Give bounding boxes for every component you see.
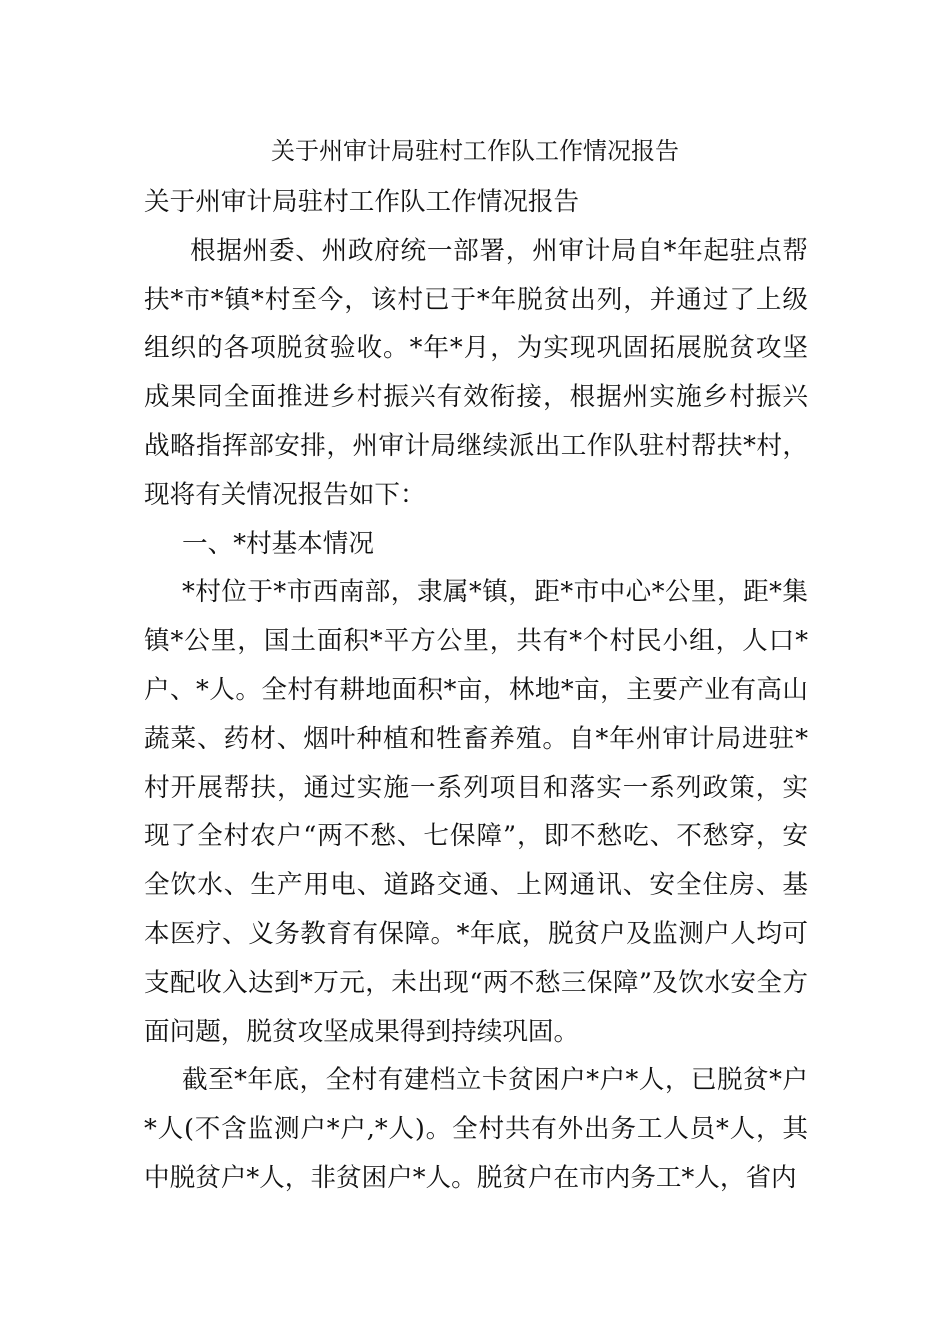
document-body: [144, 178, 808, 1203]
statistics-paragraph: 截至*年底，全村有建档立卡贫困户*户*人，已脱贫*户*人(不含监测户*户,*人)。全村共有外出务工人员*人，其中脱贫户*人，非贫困户*人。脱贫户在市内务工*人，省内: [144, 1065, 808, 1193]
intro-paragraph: 根据州委、州政府统一部署，州审计局自*年起驻点帮扶*市*镇*村至今，该村已于*年脱贫出列，并通过了上级组织的各项脱贫验收。*年*月，为实现巩固拓展脱贫攻坚成果同全面推进乡村振兴有效衔接，根据州实施乡村振兴战略指挥部安排，州审计局继续派出工作队驻村帮扶*村，现将有关情况报告如下：: [144, 235, 808, 510]
section-heading: 一、*村基本情况: [182, 528, 374, 559]
document-subtitle: 关于州审计局驻村工作队工作情况报告: [144, 187, 580, 217]
basic-info-paragraph: *村位于*市西南部，隶属*镇，距*市中心*公里，距*集镇*公里，国土面积*平方公里，共有*个村民小组，人口*户、*人。全村有耕地面积*亩，林地*亩，主要产业有高山蔬菜、药材、烟叶种植和牲畜养殖。自*年州审计局进驻*村开展帮扶，通过实施一系列项目和落实一系列政策，实现了全村农户“两不愁、七保障”，即不愁吃、不愁穿，安全饮水、生产用电、道路交通、上网通讯、安全住房、基本医疗、义务教育有保障。*年底，脱贫户及监测户人均可支配收入达到*万元，未出现“两不愁三保障”及饮水安全方面问题，脱贫攻坚成果得到持续巩固。: [144, 577, 808, 1047]
document-title: 关于州审计局驻村工作队工作情况报告: [271, 137, 679, 165]
